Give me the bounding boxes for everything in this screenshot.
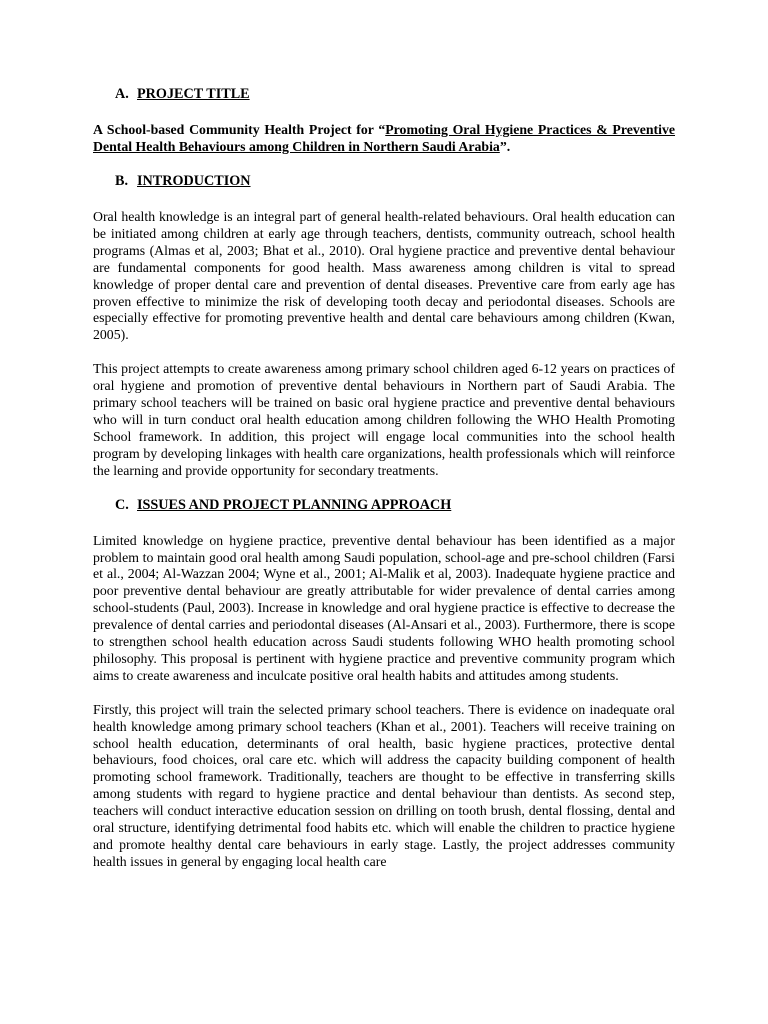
section-a-letter: A. (115, 86, 129, 102)
issues-paragraph-1: Limited knowledge on hygiene practice, preventive dental behaviour has been identified as a major problem to maintain good oral health among Saudi population, school-age and pre-school children (Farsi et al., 2004; Al-Wazzan 2004; Wyne et al., 2001; Al-Malik et al, 2003). Inadequate hygiene practice and poor preventive dental behaviour are greatly attributable for wider prevalence of dental carries among school-students (Paul, 2003). Increase in knowledge and oral hygiene practice is effective to decrease the prevalence of dental carries and periodontal diseases (Al-Ansari et al., 2003). Furthermore, there is scope to strengthen school health education across Saudi students following WHO health promoting school philosophy. This proposal is pertinent with hygiene practice and preventive community program which aims to create awareness and inculcate positive oral health habits and attitudes among students. (93, 532, 675, 683)
section-a-heading (115, 86, 675, 103)
section-c-heading (115, 497, 675, 514)
issues-paragraph-2: Firstly, this project will train the selected primary school teachers. There is evidence on inadequate oral health knowledge among primary school teachers (Khan et al., 2001). Teachers will receive training on school health education, determinants of oral health, basic hygiene practices, protective dental behaviours, food choices, oral care etc. which will address the capacity building component of health promoting school framework. Traditionally, teachers are thought to be effective in transferring skills among students with regard to hygiene practice and dental behaviour than dentists. As second step, teachers will conduct interactive education session on drilling on tooth brush, dental flossing, dental and oral structure, identifying detrimental food habits etc. which will enable the children to practice hygiene and promote healthy dental care behaviours in early stage. Lastly, the project addresses community health issues in general by engaging local health care (93, 701, 675, 869)
project-title-prefix: A School-based Community Health Project for “ (93, 122, 386, 137)
section-b-letter: B. (115, 173, 129, 189)
project-title-text: Promoting Oral Hygiene Practices & Preventive Dental Health Behaviours among Children in Northern Saudi Arabia (93, 122, 676, 154)
section-c-title: ISSUES AND PROJECT PLANNING APPROACH (137, 496, 452, 513)
section-c-letter: C. (115, 496, 129, 513)
intro-paragraph-1: Oral health knowledge is an integral part of general health-related behaviours. Oral health education can be initiated among children at early age through teachers, dentists, community outreach, school health programs (Almas et al, 2003; Bhat et al., 2010). Oral hygiene practice and preventive dental behaviour are fundamental components for good health. Mass awareness among children is vital to spread knowledge of proper dental care and prevention of dental diseases. Preventive care from early age has proven effective to minimize the risk of developing tooth decay and periodontal diseases. Schools are especially effective for promoting preventive health and dental care behaviours among children (Kwan, 2005). (93, 209, 675, 343)
intro-paragraph-2: This project attempts to create awareness among primary school children aged 6-12 years on practices of oral hygiene and promotion of preventive dental behaviours in Northern part of Saudi Arabia. The primary school teachers will be trained on basic oral hygiene practice and preventive dental behaviours who will in turn conduct oral health education among children following the WHO Health Promoting School framework. In addition, this project will engage local communities into the school health program by developing linkages with health care organizations, health professionals which will reinforce the learning and provide opportunity for secondary treatments. (93, 361, 675, 478)
section-b-title: INTRODUCTION (137, 173, 251, 189)
document-page (93, 86, 675, 871)
section-b-heading (115, 173, 675, 190)
project-title (93, 121, 675, 155)
section-a-title: PROJECT TITLE (137, 86, 250, 102)
project-title-suffix: ”. (499, 139, 511, 154)
